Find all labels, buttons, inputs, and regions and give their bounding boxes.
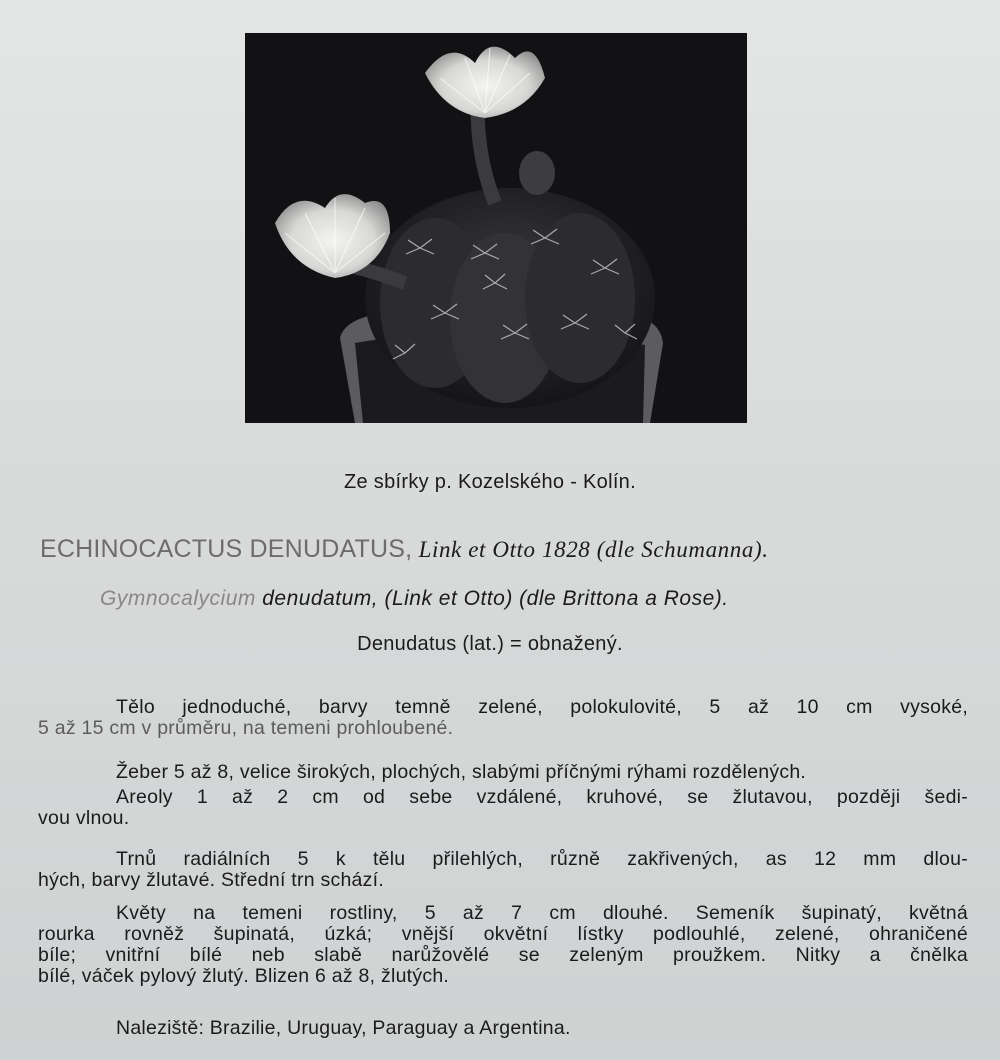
spines-line-2: hých, barvy žlutavé. Střední trn schází. xyxy=(38,869,384,891)
flowers-line-1: Květy na temeni rostliny, 5 až 7 cm dlouhé. Semeník šupinatý, květná xyxy=(116,902,968,924)
spines-line-1: Trnů radiálních 5 k tělu přilehlých, různě zakřivených, as 12 mm dlou- xyxy=(116,848,968,870)
ribs-line-1: Žeber 5 až 8, velice širokých, plochých, slabými příčnými rýhami rozdělených. xyxy=(116,761,807,783)
paragraph-habitat xyxy=(38,1018,968,1039)
cactus-photo xyxy=(245,33,747,423)
synonym-rest: denudatum, (Link et Otto) (dle Brittona a Rose). xyxy=(255,587,729,610)
species-name: ECHINOCACTUS DENUDATUS, xyxy=(40,535,413,563)
areoles-line-1: Areoly 1 až 2 cm od sebe vzdálené, kruhové, se žlutavou, později šedi- xyxy=(116,786,968,808)
habitat-label: Naleziště: xyxy=(116,1017,205,1039)
flowers-line-3: bíle; vnitřní bílé neb slabě narůžovělé se zeleným proužkem. Nitky a čnělka xyxy=(38,944,968,966)
synonym-genus: Gymnocalycium xyxy=(100,587,256,610)
habitat-text: Brazilie, Uruguay, Paraguay a Argentina. xyxy=(204,1017,571,1039)
habitat-line xyxy=(38,1018,968,1039)
photo-caption: Ze sbírky p. Kozelského - Kolín. xyxy=(344,471,636,493)
paragraph-flowers xyxy=(38,903,968,987)
species-title xyxy=(40,535,970,564)
paragraph-body xyxy=(38,697,968,739)
body-line-1: Tělo jednoduché, barvy temně zelené, polokulovité, 5 až 10 cm vysoké, xyxy=(116,696,968,718)
name-meaning: Denudatus (lat.) = obnažený. xyxy=(357,633,623,655)
areoles-line-2: vou vlnou. xyxy=(38,807,130,829)
synonym-line xyxy=(100,587,980,611)
paragraph-areoles xyxy=(38,787,968,829)
species-authority: Link et Otto 1828 (dle Schumanna). xyxy=(412,537,769,562)
body-line-2: 5 až 15 cm v průměru, na temeni prohloubené. xyxy=(38,717,454,739)
cactus-illustration xyxy=(245,33,747,423)
paragraph-ribs xyxy=(38,762,968,783)
flowers-line-2: rourka rovněž šupinatá, úzká; vnější okvětní lístky podlouhlé, zelené, ohraničené xyxy=(38,923,968,945)
flowers-line-4: bílé, váček pylový žlutý. Blizen 6 až 8, žlutých. xyxy=(38,965,450,987)
paragraph-spines xyxy=(38,849,968,891)
